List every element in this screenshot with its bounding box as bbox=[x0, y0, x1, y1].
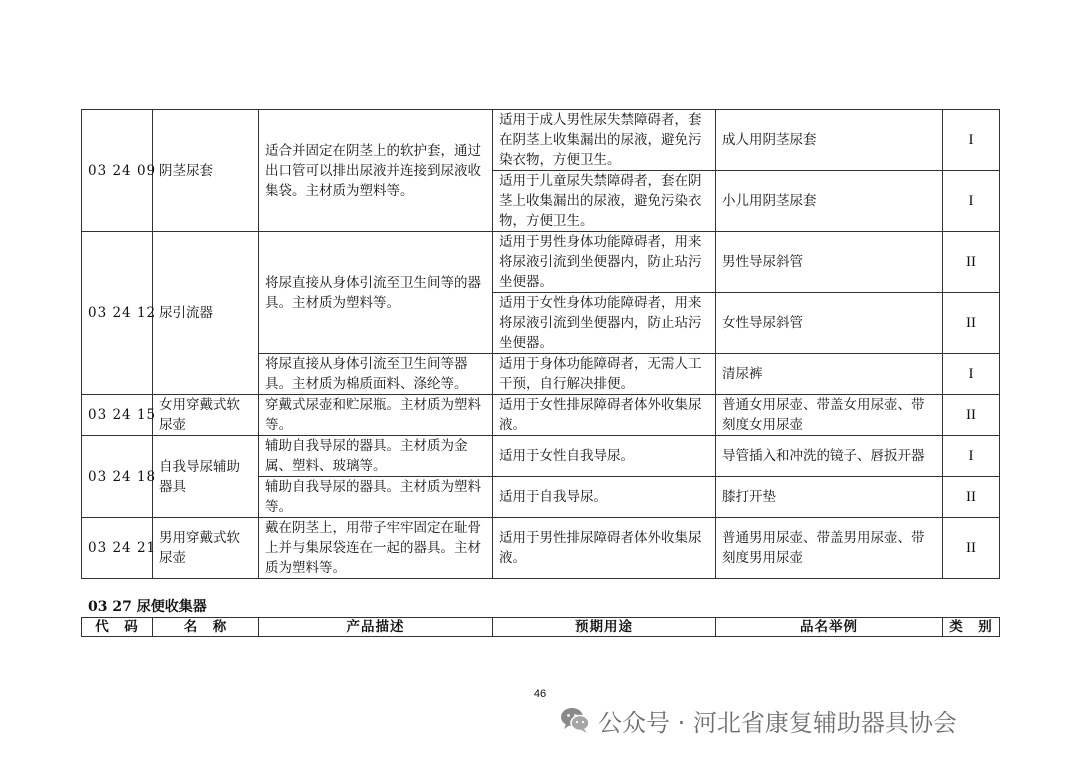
product-category: I bbox=[943, 436, 1000, 477]
product-example: 女性导尿斜管 bbox=[716, 293, 943, 354]
product-example: 清尿裤 bbox=[716, 354, 943, 395]
wechat-icon bbox=[560, 706, 590, 734]
product-example: 导管插入和冲洗的镜子、唇扳开器 bbox=[716, 436, 943, 477]
header-row bbox=[82, 618, 1000, 637]
product-category: II bbox=[943, 477, 1000, 518]
intended-use: 适用于女性身体功能障碍者，用来将尿液引流到坐便器内，防止玷污坐便器。 bbox=[493, 293, 716, 354]
table-row bbox=[82, 436, 1000, 477]
product-category: II bbox=[943, 232, 1000, 293]
header-description: 产品描述 bbox=[259, 618, 493, 637]
product-description: 辅助自我导尿的器具。主材质为塑料等。 bbox=[259, 477, 493, 518]
product-category: I bbox=[943, 110, 1000, 171]
product-name: 尿引流器 bbox=[153, 232, 259, 395]
product-category: I bbox=[943, 171, 1000, 232]
product-name: 自我导尿辅助器具 bbox=[153, 436, 259, 518]
product-description: 戴在阴茎上，用带子牢牢固定在耻骨上并与集尿袋连在一起的器具。主材质为塑料等。 bbox=[259, 518, 493, 579]
watermark bbox=[560, 702, 957, 738]
product-code: 03 24 18 bbox=[82, 436, 153, 518]
intended-use: 适用于身体功能障碍者，无需人工干预，自行解决排便。 bbox=[493, 354, 716, 395]
header-code: 代 码 bbox=[82, 618, 153, 637]
intended-use: 适用于自我导尿。 bbox=[493, 477, 716, 518]
product-name: 女用穿戴式软尿壶 bbox=[153, 395, 259, 436]
intended-use: 适用于成人男性尿失禁障碍者，套在阴茎上收集漏出的尿液，避免污染衣物，方便卫生。 bbox=[493, 110, 716, 171]
watermark-text: 公众号 · 河北省康复辅助器具协会 bbox=[598, 708, 957, 737]
header-intended-use: 预期用途 bbox=[493, 618, 716, 637]
product-table bbox=[81, 109, 1000, 579]
section-header-table bbox=[81, 617, 1000, 637]
page-number: 46 bbox=[533, 688, 547, 700]
product-category: II bbox=[943, 395, 1000, 436]
product-category: II bbox=[943, 293, 1000, 354]
product-example: 普通男用尿壶、带盖男用尿壶、带刻度男用尿壶 bbox=[716, 518, 943, 579]
product-code: 03 24 21 bbox=[82, 518, 153, 579]
intended-use: 适用于女性自我导尿。 bbox=[493, 436, 716, 477]
product-example: 小儿用阴茎尿套 bbox=[716, 171, 943, 232]
header-example: 品名举例 bbox=[716, 618, 943, 637]
product-example: 男性导尿斜管 bbox=[716, 232, 943, 293]
product-name: 男用穿戴式软尿壶 bbox=[153, 518, 259, 579]
header-category: 类 别 bbox=[943, 618, 1000, 637]
intended-use: 适用于儿童尿失禁障碍者，套在阴茎上收集漏出的尿液，避免污染衣物，方便卫生。 bbox=[493, 171, 716, 232]
product-description: 将尿直接从身体引流至卫生间等的器具。主材质为塑料等。 bbox=[259, 232, 493, 354]
table-row bbox=[82, 518, 1000, 579]
product-example: 膝打开垫 bbox=[716, 477, 943, 518]
product-code: 03 24 09 bbox=[82, 110, 153, 232]
intended-use: 适用于男性身体功能障碍者，用来将尿液引流到坐便器内，防止玷污坐便器。 bbox=[493, 232, 716, 293]
product-example: 成人用阴茎尿套 bbox=[716, 110, 943, 171]
product-code: 03 24 15 bbox=[82, 395, 153, 436]
product-name: 阴茎尿套 bbox=[153, 110, 259, 232]
intended-use: 适用于男性排尿障碍者体外收集尿液。 bbox=[493, 518, 716, 579]
product-example: 普通女用尿壶、带盖女用尿壶、带刻度女用尿壶 bbox=[716, 395, 943, 436]
product-description: 辅助自我导尿的器具。主材质为金属、塑料、玻璃等。 bbox=[259, 436, 493, 477]
product-code: 03 24 12 bbox=[82, 232, 153, 395]
table-row bbox=[82, 395, 1000, 436]
table-row bbox=[82, 232, 1000, 293]
product-category: I bbox=[943, 354, 1000, 395]
product-category: II bbox=[943, 518, 1000, 579]
product-description: 穿戴式尿壶和贮尿瓶。主材质为塑料等。 bbox=[259, 395, 493, 436]
header-name: 名 称 bbox=[153, 618, 259, 637]
table-row bbox=[82, 110, 1000, 171]
section-title: 03 27 尿便收集器 bbox=[88, 599, 207, 615]
intended-use: 适用于女性排尿障碍者体外收集尿液。 bbox=[493, 395, 716, 436]
product-description: 将尿直接从身体引流至卫生间等器具。主材质为棉质面料、涤纶等。 bbox=[259, 354, 493, 395]
product-description: 适合并固定在阴茎上的软护套，通过出口管可以排出尿液并连接到尿液收集袋。主材质为塑料等。 bbox=[259, 110, 493, 232]
